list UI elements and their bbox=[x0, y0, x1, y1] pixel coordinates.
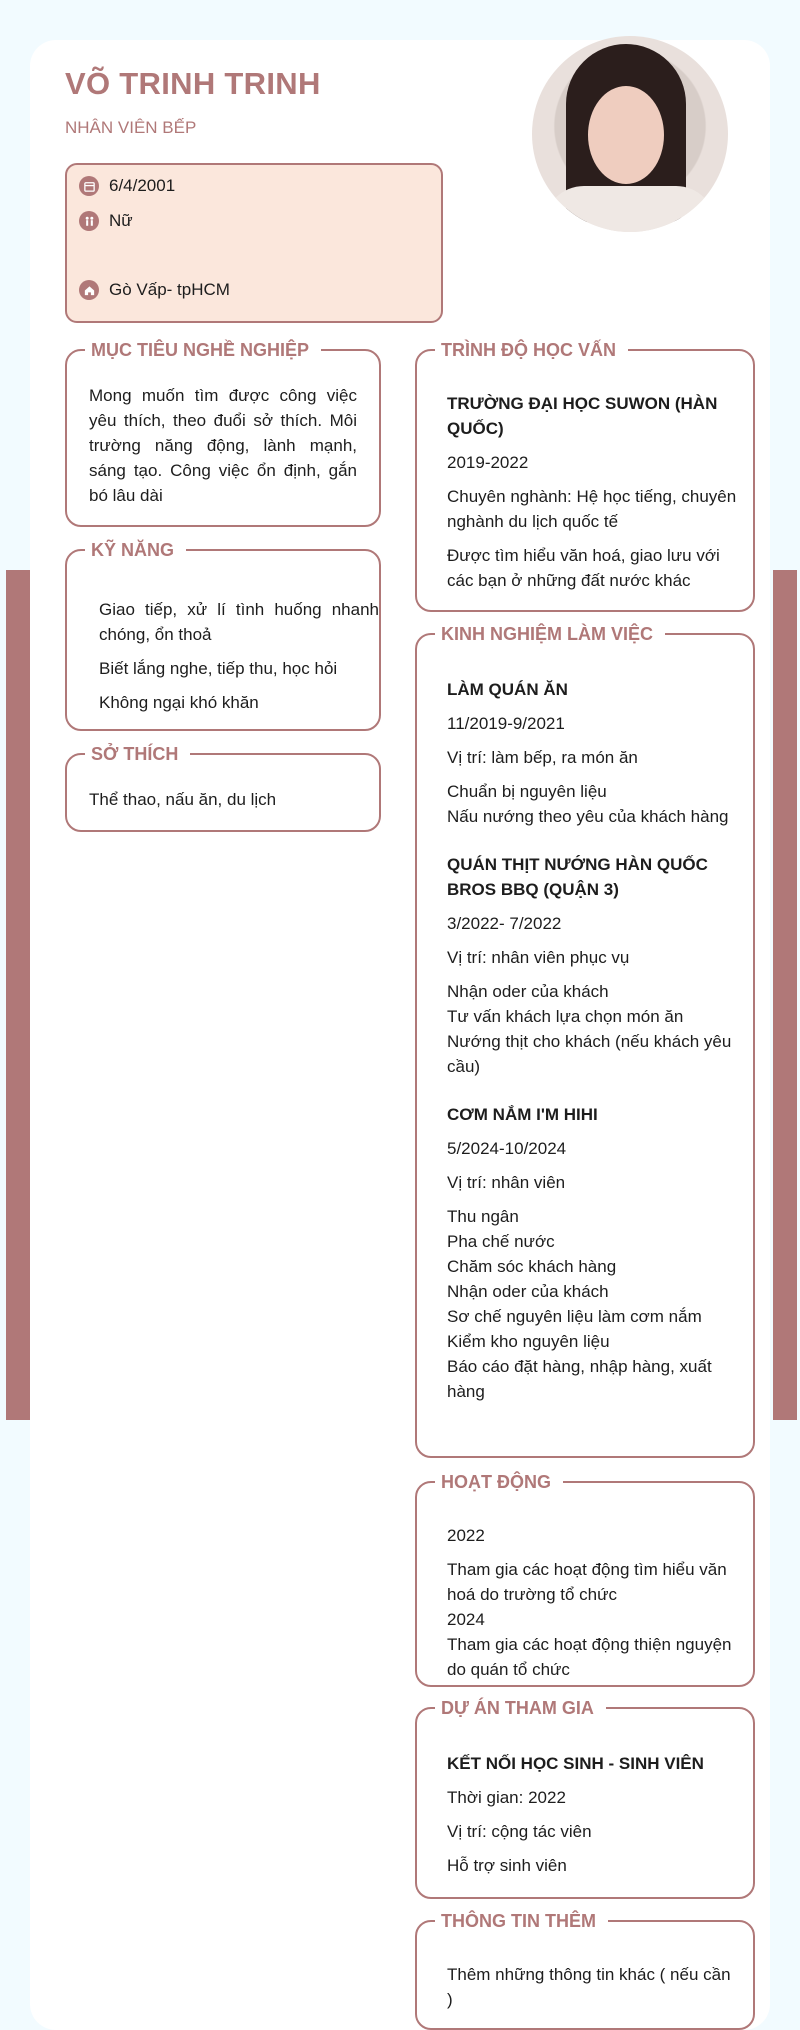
job-period: 3/2022- 7/2022 bbox=[447, 914, 562, 933]
hobbies-text: Thể thao, nấu ăn, du lịch bbox=[89, 790, 277, 809]
job-period: 11/2019-9/2021 bbox=[447, 714, 565, 733]
project-name: KẾT NỐI HỌC SINH - SINH VIÊN bbox=[447, 1754, 704, 1773]
projects-body bbox=[447, 1751, 739, 1887]
skill-item: Giao tiếp, xử lí tình huống nhanh chóng, ổn thoả bbox=[99, 600, 379, 644]
home-icon bbox=[79, 280, 99, 300]
activities-body bbox=[447, 1523, 739, 1682]
project-position: Vị trí: cộng tác viên bbox=[447, 1822, 592, 1841]
gender-icon bbox=[79, 211, 99, 231]
skills-title: KỸ NĂNG bbox=[85, 539, 186, 561]
objective-title: MỤC TIÊU NGHỀ NGHIỆP bbox=[85, 339, 321, 361]
school-name: TRƯỜNG ĐẠI HỌC SUWON (HÀN QUỐC) bbox=[447, 394, 718, 438]
experience-section bbox=[415, 624, 755, 1458]
skills-section bbox=[65, 540, 381, 731]
experience-title: KINH NGHIỆM LÀM VIỆC bbox=[435, 623, 665, 645]
education-section bbox=[415, 340, 755, 612]
skill-item: Không ngại khó khăn bbox=[99, 693, 259, 712]
job-company: LÀM QUÁN ĂN bbox=[447, 680, 568, 699]
job-position: Vị trí: làm bếp, ra món ăn bbox=[447, 748, 638, 767]
additional-info-section bbox=[415, 1911, 755, 2030]
skill-item: Biết lắng nghe, tiếp thu, học hỏi bbox=[99, 659, 338, 678]
job-duties: Nhận oder của khách Tư vấn khách lựa chọn món ăn Nướng thịt cho khách (nếu khách yêu cầu) bbox=[447, 982, 732, 1076]
job-position: Vị trí: nhân viên bbox=[447, 1173, 566, 1192]
job-period: 5/2024-10/2024 bbox=[447, 1139, 567, 1158]
projects-title: DỰ ÁN THAM GIA bbox=[435, 1697, 606, 1719]
objective-section bbox=[65, 340, 381, 527]
projects-section bbox=[415, 1698, 755, 1899]
left-decor-bar bbox=[6, 570, 30, 1420]
activities-section bbox=[415, 1472, 755, 1687]
objective-text: Mong muốn tìm được công việc yêu thích, theo đuổi sở thích. Môi trường năng động, lành mạnh, sáng tạo. Công việc ổn định, gắn bó lâu dài bbox=[89, 386, 357, 505]
activity-item: Tham gia các hoạt động thiện nguyện do quán tổ chức bbox=[447, 1635, 732, 1679]
job-position: Vị trí: nhân viên phục vụ bbox=[447, 948, 630, 967]
education-period: 2019-2022 bbox=[447, 453, 529, 472]
hobbies-section bbox=[65, 744, 381, 832]
project-time: Thời gian: 2022 bbox=[447, 1788, 566, 1807]
education-title: TRÌNH ĐỘ HỌC VẤN bbox=[435, 339, 628, 361]
additional-info-text: Thêm những thông tin khác ( nếu cần ) bbox=[447, 1965, 731, 2009]
job-duties: Chuẩn bị nguyên liệu Nấu nướng theo yêu của khách hàng bbox=[447, 782, 729, 826]
additional-info-title: THÔNG TIN THÊM bbox=[435, 1910, 608, 1932]
info-gender: Nữ bbox=[79, 211, 133, 231]
activity-year: 2022 bbox=[447, 1526, 485, 1545]
job-title: NHÂN VIÊN BẾP bbox=[65, 118, 197, 137]
education-major: Chuyên nghành: Hệ học tiếng, chuyên nghành du lịch quốc tế bbox=[447, 487, 737, 531]
calendar-icon bbox=[79, 176, 99, 196]
job-company: QUÁN THỊT NƯỚNG HÀN QUỐC BROS BBQ (QUẬN 3) bbox=[447, 855, 708, 899]
hobbies-title: SỞ THÍCH bbox=[85, 743, 190, 765]
info-address: Gò Vấp- tpHCM bbox=[79, 280, 230, 300]
info-birthdate: 6/4/2001 bbox=[79, 176, 175, 196]
skills-list bbox=[99, 597, 379, 724]
activity-item: Tham gia các hoạt động tìm hiểu văn hoá do trường tổ chức bbox=[447, 1560, 727, 1604]
activities-title: HOẠT ĐỘNG bbox=[435, 1471, 563, 1493]
education-body bbox=[447, 391, 739, 602]
job-company: CƠM NẮM I'M HIHI bbox=[447, 1105, 598, 1124]
right-decor-bar bbox=[773, 570, 797, 1420]
education-note: Được tìm hiểu văn hoá, giao lưu với các bạn ở những đất nước khác bbox=[447, 546, 720, 590]
activity-year: 2024 bbox=[447, 1610, 485, 1629]
personal-info-box bbox=[65, 163, 443, 323]
project-task: Hỗ trợ sinh viên bbox=[447, 1856, 567, 1875]
job-duties: Thu ngân Pha chế nước Chăm sóc khách hàng Nhận oder của khách Sơ chế nguyên liệu làm cơm nắm Kiểm kho nguyên liệu Báo cáo đặt hàng, nhập hàng, xuất hàng bbox=[447, 1207, 712, 1401]
experience-body bbox=[447, 677, 739, 1413]
avatar bbox=[532, 36, 728, 232]
candidate-name: VÕ TRINH TRINH bbox=[65, 66, 321, 101]
